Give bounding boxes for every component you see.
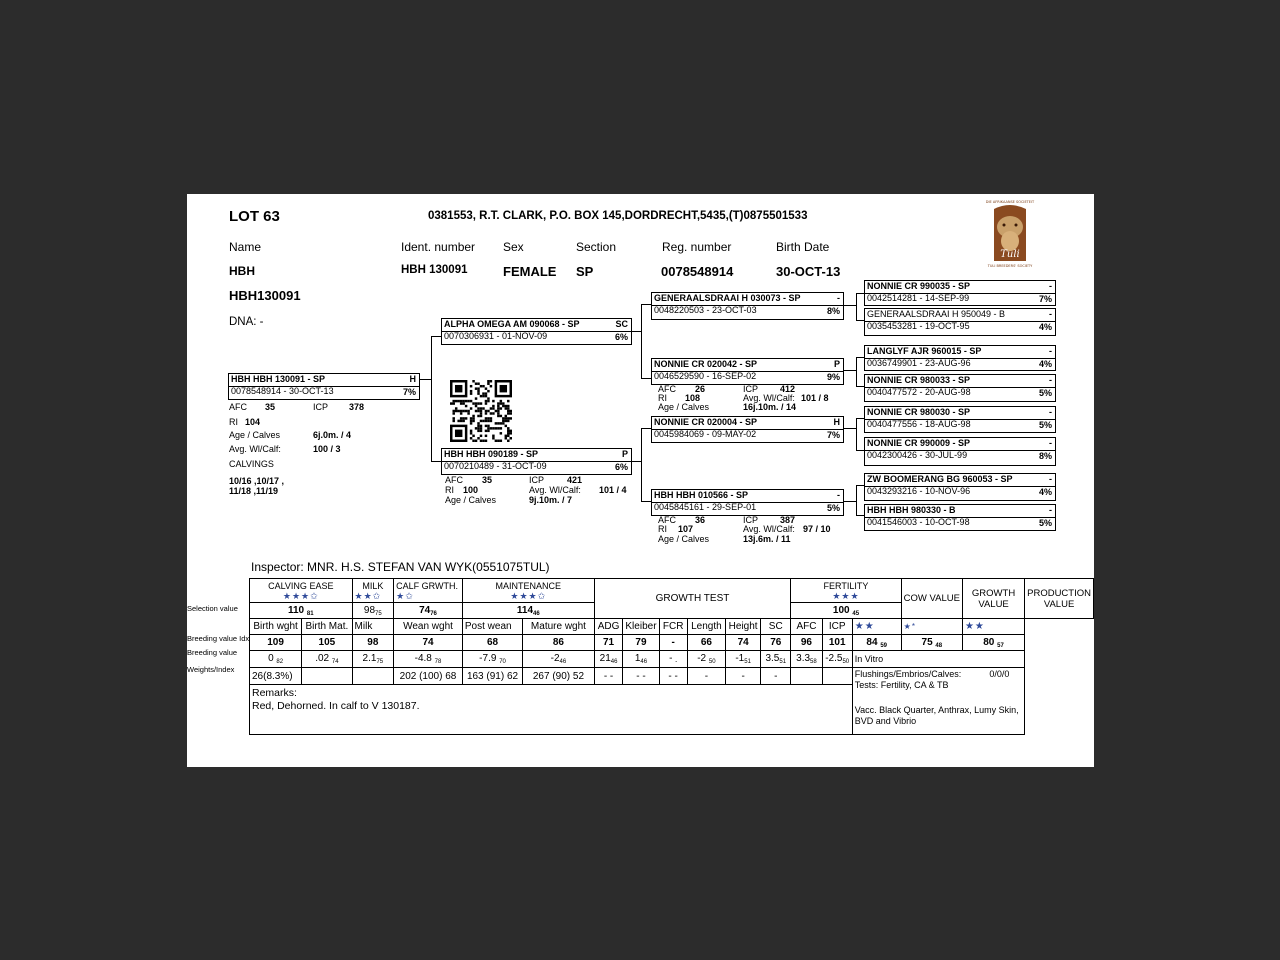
subject-afc: 35: [265, 402, 276, 412]
sire-tag2: 6%: [614, 332, 628, 342]
maint-stars: ★★★✩: [510, 590, 547, 601]
vacc-2: BVD and Vibrio: [854, 716, 917, 726]
ggp-box-2: [864, 308, 1056, 336]
w-3: 202 (100) 68: [394, 668, 463, 685]
gp4-ac-label: Age / Calves: [658, 534, 710, 544]
sire-line2: 0070306931 - 01-NOV-09: [444, 331, 548, 341]
growth-test-header: GROWTH TEST: [594, 579, 791, 619]
idx-11: 76: [761, 635, 791, 651]
col-post-wean: Post wean: [462, 619, 522, 635]
sel-calf: $74_{76}$: [394, 603, 463, 619]
bv-4: -7.9 $_{70}$: [462, 651, 522, 668]
ggp1-line2: 0042514281 - 14-SEP-99: [867, 293, 970, 303]
subject-tag1: H: [409, 374, 416, 384]
col-milk: Milk: [352, 619, 394, 635]
bv-12: $3.3_{58}$: [791, 651, 822, 668]
dam-icp-label: ICP: [529, 475, 545, 485]
subject-afc-label: AFC: [229, 402, 247, 412]
bv-1: .02 $_{74}$: [302, 651, 352, 668]
idx-growth: 75 $_{48}$: [901, 635, 962, 651]
gp4-aw-label: Avg. Wl/Calf:: [743, 524, 795, 534]
gp1-line2: 0048220503 - 23-OCT-03: [654, 305, 757, 315]
w-0: 26(8.3%): [250, 668, 302, 685]
sire-box: [441, 318, 632, 345]
idx-prod: 80 $_{57}$: [962, 635, 1024, 651]
col-birth-mat: Birth Mat.: [302, 619, 352, 635]
row-label-selection: Selection value: [187, 604, 238, 613]
animal-name: HBH: [229, 264, 255, 278]
w-9: -: [687, 668, 725, 685]
animal-section: SP: [576, 264, 594, 279]
ggp-box-6: [864, 437, 1056, 466]
gp2-icp: 412: [780, 384, 796, 394]
label-sex: Sex: [503, 240, 524, 254]
label-ident: Ident. number: [401, 240, 476, 254]
col-birth-wght: Birth wght: [250, 619, 302, 635]
gp2-afc: 26: [695, 384, 706, 394]
bv-2: $2.1_{75}$: [352, 651, 394, 668]
label-name: Name: [229, 240, 262, 254]
dam-aw: 101 / 4: [599, 485, 627, 495]
idx-cow: 84 $_{59}$: [852, 635, 901, 651]
idx-5: 86: [523, 635, 595, 651]
label-reg: Reg. number: [662, 240, 732, 254]
gp4-tag2: 5%: [826, 503, 840, 513]
ggp-box-4: [864, 374, 1056, 402]
animal-birth: 30-OCT-13: [776, 264, 841, 279]
animal-code: HBH130091: [229, 288, 301, 303]
w-7: - -: [623, 668, 659, 685]
flushings-value: 0/0/0: [989, 669, 1010, 679]
bv-7: $1_{46}$: [623, 651, 659, 668]
ggp6-tag2: 8%: [1038, 451, 1052, 461]
w-2: [352, 668, 394, 685]
ggp6-line2: 0042300426 - 30-JUL-99: [867, 450, 968, 460]
gp1-line1: GENERAALSDRAAI H 030073 - SP: [654, 293, 801, 303]
sire-tag1: SC: [615, 319, 628, 329]
ggp2-line1: GENERAALSDRAAI H 950049 - B: [867, 309, 1006, 319]
subject-aw: 100 / 3: [313, 444, 341, 454]
dam-ac-label: Age / Calves: [445, 495, 497, 505]
idx-8: -: [659, 635, 687, 651]
remarks-text: Red, Dehorned. In calf to V 130187.: [252, 700, 420, 712]
bv-10: $-1_{51}$: [726, 651, 761, 668]
col-kleiber: Kleiber: [623, 619, 659, 635]
subject-box: [228, 373, 420, 400]
subject-line1: HBH HBH 130091 - SP: [231, 374, 326, 384]
gp1-tag2: 8%: [826, 306, 840, 316]
gp-box-3: [651, 416, 844, 443]
ggp5-line1: NONNIE CR 980030 - SP: [867, 407, 971, 417]
gp4-ac: 13j.6m. / 11: [743, 534, 791, 544]
gp-box-4: [651, 489, 844, 516]
notes-cell: [852, 668, 1024, 735]
growth-value-stars: ★*: [901, 619, 962, 635]
col-afc: AFC: [791, 619, 822, 635]
calving-ease-header: CALVING EASE ★★★✩: [250, 579, 353, 603]
dam-ri-label: RI: [445, 485, 454, 495]
w-13: [822, 668, 852, 685]
gp3-line1: NONNIE CR 020004 - SP: [654, 417, 758, 427]
calf-stars: ★✩: [396, 590, 414, 601]
gp-box-2: [651, 358, 844, 385]
sire-line1: ALPHA OMEGA AM 090068 - SP: [444, 319, 580, 329]
col-mature: Mature wght: [523, 619, 595, 635]
gp4-aw: 97 / 10: [803, 524, 831, 534]
subject-line2: 0078548914 - 30-OCT-13: [231, 386, 334, 396]
cow-value-header: COW VALUE: [901, 579, 962, 619]
dam-ri: 100: [463, 485, 479, 495]
label-birth: Birth Date: [776, 240, 830, 254]
idx-2: 98: [352, 635, 394, 651]
gp2-line2: 0046529590 - 16-SEP-02: [654, 371, 757, 381]
dam-afc-label: AFC: [445, 475, 463, 485]
lot-number: LOT 63: [229, 208, 280, 225]
ggp7-line1: ZW BOOMERANG BG 960053 - SP: [867, 474, 1013, 484]
row-label-bv-idx: Breeding value Idx: [187, 634, 250, 643]
idx-13: 101: [822, 635, 852, 651]
ggp7-line2: 0043293216 - 10-NOV-96: [867, 486, 971, 496]
bv-8: - $_-$: [659, 651, 687, 668]
calving-stars: ★★★✩: [282, 590, 319, 601]
ggp6-tag1: -: [1049, 438, 1052, 448]
calf-growth-header: CALF GRWTH. ★✩: [394, 579, 463, 603]
ggp3-tag1: -: [1049, 346, 1052, 356]
remarks-label: Remarks:: [252, 687, 297, 699]
ggp3-tag2: 4%: [1038, 359, 1052, 369]
ggp8-tag2: 5%: [1038, 518, 1052, 528]
col-adg: ADG: [594, 619, 623, 635]
milk-header: MILK ★★✩: [352, 579, 394, 603]
idx-7: 79: [623, 635, 659, 651]
gp2-line1: NONNIE CR 020042 - SP: [654, 359, 758, 369]
idx-10: 74: [726, 635, 761, 651]
gp4-icp-label: ICP: [743, 515, 759, 525]
ggp4-line2: 0040477572 - 20-AUG-98: [867, 387, 971, 397]
idx-12: 96: [791, 635, 822, 651]
flushings-label: Flushings/Embrios/Calves:: [854, 669, 962, 679]
gp2-ri: 108: [685, 393, 701, 403]
gp2-icp-label: ICP: [743, 384, 759, 394]
ggp5-line2: 0040477556 - 18-AUG-98: [867, 419, 971, 429]
ggp2-tag1: -: [1049, 309, 1052, 319]
performance-table: [249, 578, 1094, 735]
row-label-bv: Breeding value: [187, 648, 238, 657]
production-value-header: PRODUCTION VALUE: [1025, 579, 1094, 619]
animal-reg: 0078548914: [661, 264, 734, 279]
dam-tag2: 6%: [614, 462, 628, 472]
ggp5-tag1: -: [1049, 407, 1052, 417]
logo-bottom-text: TULI BREEDERS' SOCIETY: [987, 264, 1033, 268]
animal-ident: HBH 130091: [401, 264, 468, 276]
gp4-afc: 36: [695, 515, 706, 525]
gp3-tag1: H: [833, 417, 840, 427]
gp4-ri: 107: [678, 524, 694, 534]
ggp8-tag1: -: [1049, 505, 1052, 515]
logo-name-text: Tuli: [1000, 249, 1020, 260]
ggp2-line2: 0035453281 - 19-OCT-95: [867, 321, 970, 331]
dam-afc: 35: [482, 475, 493, 485]
gp4-icp: 387: [780, 515, 796, 525]
col-wean: Wean wght: [394, 619, 463, 635]
dam-icp: 421: [567, 475, 583, 485]
gp4-afc-label: AFC: [658, 515, 676, 525]
label-section: Section: [576, 240, 617, 254]
maintenance-header: MAINTENANCE ★★★✩: [462, 579, 594, 603]
ggp-box-3: [864, 345, 1056, 371]
subject-calvings-1: 10/16 ,10/17 ,: [229, 476, 285, 486]
inspector: Inspector: MNR. H.S. STEFAN VAN WYK(0551075TUL): [251, 560, 550, 574]
ggp5-tag2: 5%: [1038, 420, 1052, 430]
in-vitro: In Vitro: [852, 651, 1024, 668]
dam-line1: HBH HBH 090189 - SP: [444, 449, 539, 459]
col-sc: SC: [761, 619, 791, 635]
subject-tag2: 7%: [402, 387, 416, 397]
ggp4-tag2: 5%: [1038, 388, 1052, 398]
bv-0: 0 $_{82}$: [250, 651, 302, 668]
subject-icp: 378: [349, 402, 365, 412]
gp2-afc-label: AFC: [658, 384, 676, 394]
sel-calving: 110 $_{81}$: [250, 603, 353, 619]
ggp-box-8: [864, 504, 1056, 531]
bv-13: $-2.5_{50}$: [822, 651, 852, 668]
milk-stars: ★★✩: [354, 590, 382, 601]
w-12: [791, 668, 822, 685]
idx-3: 74: [394, 635, 463, 651]
gp2-aw-label: Avg. Wl/Calf:: [743, 393, 795, 403]
ggp3-line1: LANGLYF AJR 960015 - SP: [867, 346, 982, 356]
w-6: - -: [594, 668, 623, 685]
pedigree-sheet: [187, 194, 1094, 767]
gp1-tag1: -: [837, 293, 840, 303]
idx-1: 105: [302, 635, 352, 651]
w-5: 267 (90) 52: [523, 668, 595, 685]
gp2-tag2: 9%: [826, 372, 840, 382]
subject-ri: 104: [245, 417, 261, 427]
bv-11: $3.5_{51}$: [761, 651, 791, 668]
ggp8-line1: HBH HBH 980330 - B: [867, 505, 956, 515]
subject-calvings-2: 11/18 ,11/19: [229, 486, 279, 496]
dam-line2: 0070210489 - 31-OCT-09: [444, 461, 547, 471]
remarks-cell: [250, 685, 853, 735]
sel-milk: $98_{75}$: [352, 603, 394, 619]
subject-calvings-label: CALVINGS: [229, 459, 274, 469]
gp4-ri-label: RI: [658, 524, 667, 534]
col-height: Height: [726, 619, 761, 635]
owner-info: 0381553, R.T. CLARK, P.O. BOX 145,DORDRECHT,5435,(T)0875501533: [428, 210, 808, 222]
qr-code: [450, 380, 512, 442]
gp4-line1: HBH HBH 010566 - SP: [654, 490, 749, 500]
ggp1-line1: NONNIE CR 990035 - SP: [867, 281, 971, 291]
gp2-ac-label: Age / Calves: [658, 402, 710, 412]
bv-6: $21_{46}$: [594, 651, 623, 668]
gp2-ac: 16j.10m. / 14: [743, 402, 797, 412]
subject-icp-label: ICP: [313, 402, 329, 412]
ggp4-tag1: -: [1049, 375, 1052, 385]
bv-5: $-2_{46}$: [523, 651, 595, 668]
idx-4: 68: [462, 635, 522, 651]
bv-3: -4.8 $_{78}$: [394, 651, 463, 668]
subject-ri-label: RI: [229, 417, 238, 427]
dna: DNA: -: [229, 316, 264, 328]
ggp-box-1: [864, 280, 1056, 306]
gp-box-1: [651, 292, 844, 320]
ggp7-tag2: 4%: [1038, 487, 1052, 497]
row-label-weights: Weights/Index: [187, 665, 235, 674]
w-10: -: [726, 668, 761, 685]
vacc-1: Vacc. Black Quarter, Anthrax, Lumy Skin,: [854, 705, 1019, 715]
w-8: - -: [659, 668, 687, 685]
idx-9: 66: [687, 635, 725, 651]
ggp8-line2: 0041546003 - 10-OCT-98: [867, 517, 970, 527]
sel-maint: $114_{46}$: [462, 603, 594, 619]
dam-tag1: P: [621, 449, 628, 459]
gp4-line2: 0045845161 - 29-SEP-01: [654, 502, 757, 512]
dam-aw-label: Avg. Wl/Calf:: [529, 485, 581, 495]
sel-fert: 100 $_{45}$: [791, 603, 901, 619]
subject-aw-label: Avg. Wl/Calf:: [229, 444, 281, 454]
gp3-line2: 0045984069 - 09-MAY-02: [654, 429, 757, 439]
col-icp: ICP: [822, 619, 852, 635]
gp3-tag2: 7%: [826, 430, 840, 440]
w-1: [302, 668, 352, 685]
idx-6: 71: [594, 635, 623, 651]
dam-ac: 9j.10m. / 7: [529, 495, 573, 505]
col-fcr: FCR: [659, 619, 687, 635]
fertility-header: FERTILITY ★★★: [791, 579, 901, 603]
ggp3-line2: 0036749901 - 23-AUG-96: [867, 358, 971, 368]
ggp2-tag2: 4%: [1038, 322, 1052, 332]
production-stars: ★★: [962, 619, 1024, 635]
bv-9: -2 $_{50}$: [687, 651, 725, 668]
fert-stars: ★★★: [832, 590, 860, 601]
idx-0: 109: [250, 635, 302, 651]
cow-stars: ★★: [852, 619, 901, 635]
gp2-ri-label: RI: [658, 393, 667, 403]
gp2-aw: 101 / 8: [801, 393, 829, 403]
ggp7-tag1: -: [1049, 474, 1052, 484]
tests: Tests: Fertility, CA & TB: [854, 680, 949, 690]
growth-value-header: GROWTH VALUE: [962, 579, 1024, 619]
gp4-tag1: -: [837, 490, 840, 500]
ggp-box-7: [864, 473, 1056, 501]
logo-top-text: DIE AFRIKAANSE SOCIETEIT: [985, 200, 1035, 204]
tuli-logo: [982, 197, 1038, 271]
col-length: Length: [687, 619, 725, 635]
ggp6-line1: NONNIE CR 990009 - SP: [867, 438, 971, 448]
ggp-box-5: [864, 406, 1056, 433]
dam-box: [441, 448, 632, 475]
ggp1-tag2: 7%: [1038, 294, 1052, 304]
ggp4-line1: NONNIE CR 980033 - SP: [867, 375, 971, 385]
animal-sex: FEMALE: [503, 264, 557, 279]
subject-ac-label: Age / Calves: [229, 430, 281, 440]
w-11: -: [761, 668, 791, 685]
w-4: 163 (91) 62: [462, 668, 522, 685]
subject-ac: 6j.0m. / 4: [313, 430, 352, 440]
gp2-tag1: P: [833, 359, 840, 369]
ggp1-tag1: -: [1049, 281, 1052, 291]
